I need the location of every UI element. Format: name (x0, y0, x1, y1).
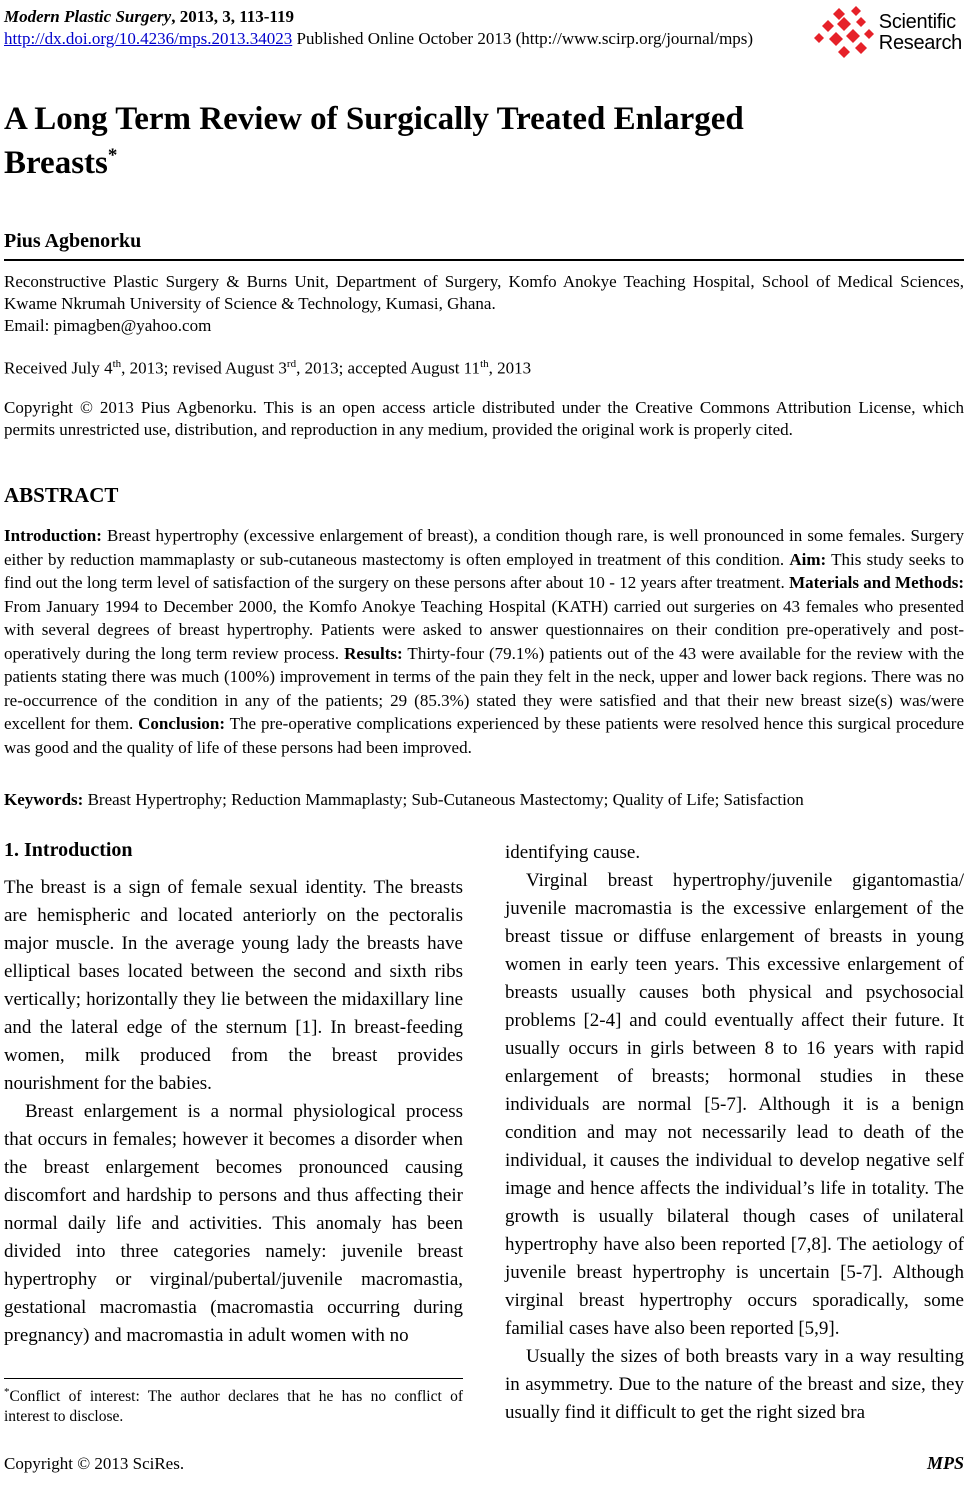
footnote-mark: * (4, 1385, 10, 1398)
history-segment: , 2013; accepted August 11 (296, 358, 481, 378)
article-title (4, 98, 764, 186)
abstract-label-results: Results: (344, 643, 403, 663)
doi-link[interactable]: http://dx.doi.org/10.4236/mps.2013.34023 (4, 29, 293, 48)
abstract-segment: The pre-operative complications experienced by these patients were resolved hence this surgical procedure was good and the quality of life of these persons had been improved. (4, 714, 964, 757)
logo-word-research: Research (878, 32, 962, 54)
journal-citation-block (4, 6, 753, 50)
footnote-text: Conflict of interest: The author declares that he has no conflict of interest to disclose. (4, 1387, 463, 1425)
history-segment: Received July 4 (4, 358, 113, 378)
conflict-of-interest-footnote (4, 1378, 463, 1427)
abstract-segment: From January 1994 to December 2000, the Komfo Anokye Teaching Hospital (KATH) carried out surgeries on 43 females who presented with several degrees of breast hypertrophy. Patients were asked to answer questionnaires on their condition pre-operatively and post-operatively during the long term review process. (4, 596, 964, 663)
journal-issue-pages: , 2013, 3, 113-119 (171, 7, 294, 26)
abstract-heading: ABSTRACT (4, 483, 119, 508)
author-affiliation: Reconstructive Plastic Surgery & Burns Unit, Department of Surgery, Komfo Anokye Teaching Hospital, School of Medical Sciences, Kwame Nkrumah University of Science & Technology, Kumasi, Ghana. (4, 271, 964, 313)
intro-paragraph: Breast enlargement is a normal physiological process that occurs in females; however it becomes a disorder when the breast enlargement becomes pronounced causing discomfort and hardship to persons and thus affecting their normal daily life and activities. This anomaly has been divided into three categories namely: juvenile breast hypertrophy or virginal/pubertal/juvenile macromastia, gestational macromastia (macromastia occurring during pregnancy) and macromastia in adult women with no (4, 1100, 463, 1346)
abstract-segment: This study seeks to find out the long term level of satisfaction of the surgery on these persons after about 10 - 12 years after treatment. (4, 549, 964, 593)
journal-citation-line (4, 6, 753, 28)
keywords-label: Keywords: (4, 790, 84, 810)
keywords-list: Breast Hypertrophy; Reduction Mammaplasty; Sub-Cutaneous Mastectomy; Quality of Life; Satisfaction (83, 790, 804, 810)
author-email: Email: pimagben@yahoo.com (4, 315, 212, 335)
abstract-label-conclusion: Conclusion: (138, 714, 226, 734)
page-footer (4, 1427, 964, 1474)
ordinal-suffix: rd (286, 357, 297, 370)
published-online-text: Published Online October 2013 (http://www.scirp.org/journal/mps) (292, 29, 754, 48)
history-segment: , 2013; revised August 3 (121, 358, 287, 378)
publisher-logo-text (879, 12, 962, 54)
intro-paragraph: The breast is a sign of female sexual identity. The breasts are hemispheric and located anteriorly on the pectoralis major muscle. In the average young lady the breasts have elliptical bases located between the second and sixth ribs vertically; horizontally they lie between the midaxillary line and the lateral edge of the sternum [1]. In breast-feeding women, milk produced from the breast provides nourishment for the babies. (4, 876, 463, 1094)
article-title-text: A Long Term Review of Surgically Treated Enlarged Breasts (4, 101, 744, 181)
abstract-label-introduction: Introduction: (4, 526, 102, 546)
publisher-logo (813, 6, 962, 60)
abstract-text (4, 524, 964, 759)
page-header (4, 6, 964, 60)
footer-journal-abbrev: MPS (926, 1452, 964, 1473)
license-notice: Copyright © 2013 Pius Agbenorku. This is an open access article distributed under the Creative Commons Attribution License, which permits unrestricted use, distribution, and reproduction in any medium, provided the original work is properly cited. (4, 398, 964, 440)
logo-word-scientific: Scientific (878, 11, 956, 33)
ordinal-suffix: th (112, 357, 122, 370)
article-history (4, 358, 964, 379)
abstract-label-materials-methods: Materials and Methods: (789, 573, 964, 593)
keywords-line (4, 788, 964, 812)
author-name: Pius Agbenorku (4, 230, 964, 261)
two-column-body (4, 839, 964, 1427)
title-footnote-mark: * (107, 144, 118, 166)
history-segment: , 2013 (488, 358, 532, 378)
intro-paragraph: Virginal breast hypertrophy/juvenile gigantomastia/ juvenile macromastia is the excessive enlargement of the breast tissue or diffuse enlargement of breasts in young women in early teen years. This excessive enlargement of breasts usually causes both physical and psychosocial problems [2-4] and could eventually affect their future. It usually occurs in girls between 8 to 16 years with rapid enlargement of breasts; hormonal studies in these individuals are normal [5-7]. Although it is a benign condition and may not necessarily lead to death of the individual, it causes the individual to develop negative self image and hence affects the individual’s life in totality. The growth is usually bilateral though cases of unilateral hypertrophy have also been reported [7,8]. The aetiology of juvenile breast hypertrophy is uncertain [5-7]. Although virginal breast hypertrophy occurs sporadically, some familial cases have also been reported [5,9]. (505, 869, 964, 1339)
abstract-label-aim: Aim: (789, 549, 827, 569)
section-heading-introduction: 1. Introduction (4, 838, 133, 861)
ordinal-suffix: th (480, 357, 489, 370)
abstract-segment: Breast hypertrophy (excessive enlargement of breast), a condition though rare, is well pronounced in some females. Surgery either by reduction mammaplasty or sub-cutaneous mastectomy is often employed in treatment of this condition. (4, 526, 964, 569)
left-column (4, 839, 463, 1427)
journal-name: Modern Plastic Surgery (4, 7, 172, 26)
footer-copyright: Copyright © 2013 SciRes. (4, 1453, 185, 1473)
intro-paragraph-continuation: identifying cause. (505, 841, 641, 863)
doi-line (4, 28, 753, 50)
right-column (505, 839, 964, 1427)
intro-paragraph: Usually the sizes of both breasts vary in a way resulting in asymmetry. Due to the nature of the breast and size, they usually find it difficult to get the right sized bra (505, 1345, 964, 1423)
scientific-research-logo-icon (813, 6, 875, 60)
abstract-segment: Thirty-four (79.1%) patients out of the 43 were available for the review with the patients stating there was much (100%) improvement in terms of the pain they felt in the neck, upper and lower back regions. There was no re-occurrence of the condition in any of the patients; 29 (85.3%) stated they were satisfied and that their new breast size(s) was/were excellent for them. (4, 643, 964, 734)
